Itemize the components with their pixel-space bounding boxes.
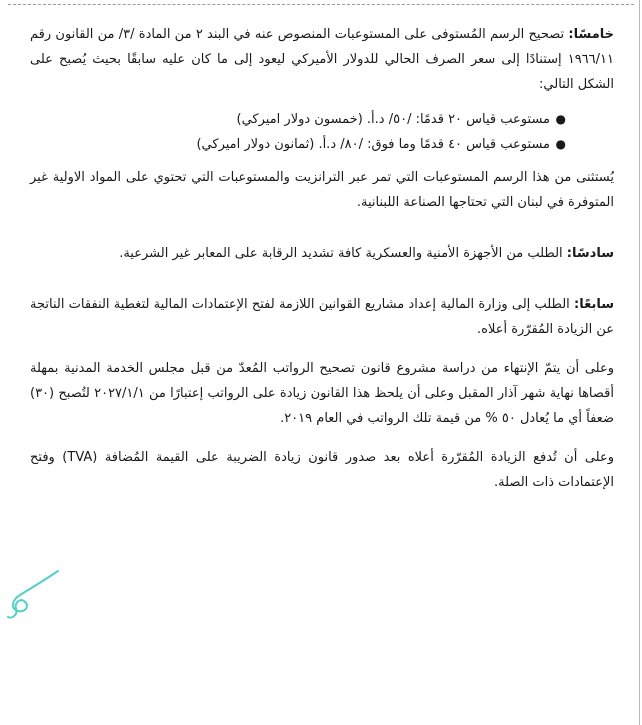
item-five-text: تصحيح الرسم المُستوفى على المستوعبات المنصوص عنه في البند ٢ من المادة /٣/ من القانون رقم ١٩٦٦/١١ إستنادًا إلى سعر الصرف الحالي للدولار الأميركي ليعود إلى ما كان عليه سابقًا بحيث يُصبح على الشكل التالي: bbox=[30, 27, 614, 92]
vat-paragraph: وعلى أن تُدفع الزيادة المُقرّرة أعلاه بعد صدور قانون زيادة الضريبة على القيمة المُضافة (TVA) وفتح الإعتمادات ذات الصلة. bbox=[30, 450, 614, 490]
item-six-paragraph bbox=[30, 241, 614, 266]
list-item-text: مستوعب قياس ٢٠ قدمًا: /٥٠/ د.أ. (خمسون دولار اميركي) bbox=[236, 112, 550, 127]
item-six-text: الطلب من الأجهزة الأمنية والعسكرية كافة تشديد الرقابة على المعابر غير الشرعية. bbox=[119, 246, 567, 261]
spacer bbox=[30, 431, 614, 445]
container-fee-list bbox=[30, 107, 614, 157]
document-body bbox=[30, 22, 614, 495]
list-item bbox=[30, 107, 566, 132]
item-seven-heading: سابعًا: bbox=[574, 297, 614, 312]
salaries-paragraph: وعلى أن يتمّ الإنتهاء من دراسة مشروع قانون تصحيح الرواتب المُعدّ من قبل مجلس الخدمة المدنية بمهلة أقصاها نهاية شهر آذار المقبل وعلى أن يلحظ هذا القانون زيادة على الرواتب إعتبارًا من ٢٠٢٧/١/١ لتُصبح (٣٠) ضعفاً أي ما يُعادل ٥٠ % من قيمة تلك الرواتب في العام ٢٠١٩. bbox=[30, 361, 614, 426]
item-seven-text: الطلب إلى وزارة المالية إعداد مشاريع القوانين اللازمة لفتح الإعتمادات المالية لتغطية النفقات الناتجة عن الزيادة المُقرّرة أعلاه. bbox=[30, 297, 614, 337]
bullet-icon: ● bbox=[555, 137, 566, 151]
top-border-line bbox=[8, 4, 634, 5]
signature-mark bbox=[6, 565, 66, 620]
item-five-heading: خامسًا: bbox=[568, 27, 614, 42]
item-seven-paragraph bbox=[30, 292, 614, 342]
bullet-icon: ● bbox=[555, 112, 566, 126]
spacer bbox=[30, 215, 614, 241]
exception-paragraph: يُستثنى من هذا الرسم المستوعبات التي تمر عبر الترانزيت والمستوعبات التي تحتوي على المواد الاولية غير المتوفرة في لبنان التي تحتاجها الصناعة اللبنانية. bbox=[30, 170, 614, 210]
item-five-paragraph bbox=[30, 22, 614, 97]
spacer bbox=[30, 266, 614, 292]
list-item bbox=[30, 132, 566, 157]
right-edge-line bbox=[639, 0, 640, 725]
spacer bbox=[30, 342, 614, 356]
list-item-text: مستوعب قياس ٤٠ قدمًا وما فوق: /٨٠/ د.أ. (ثمانون دولار اميركي) bbox=[196, 137, 550, 152]
item-six-heading: سادسًا: bbox=[566, 246, 614, 261]
